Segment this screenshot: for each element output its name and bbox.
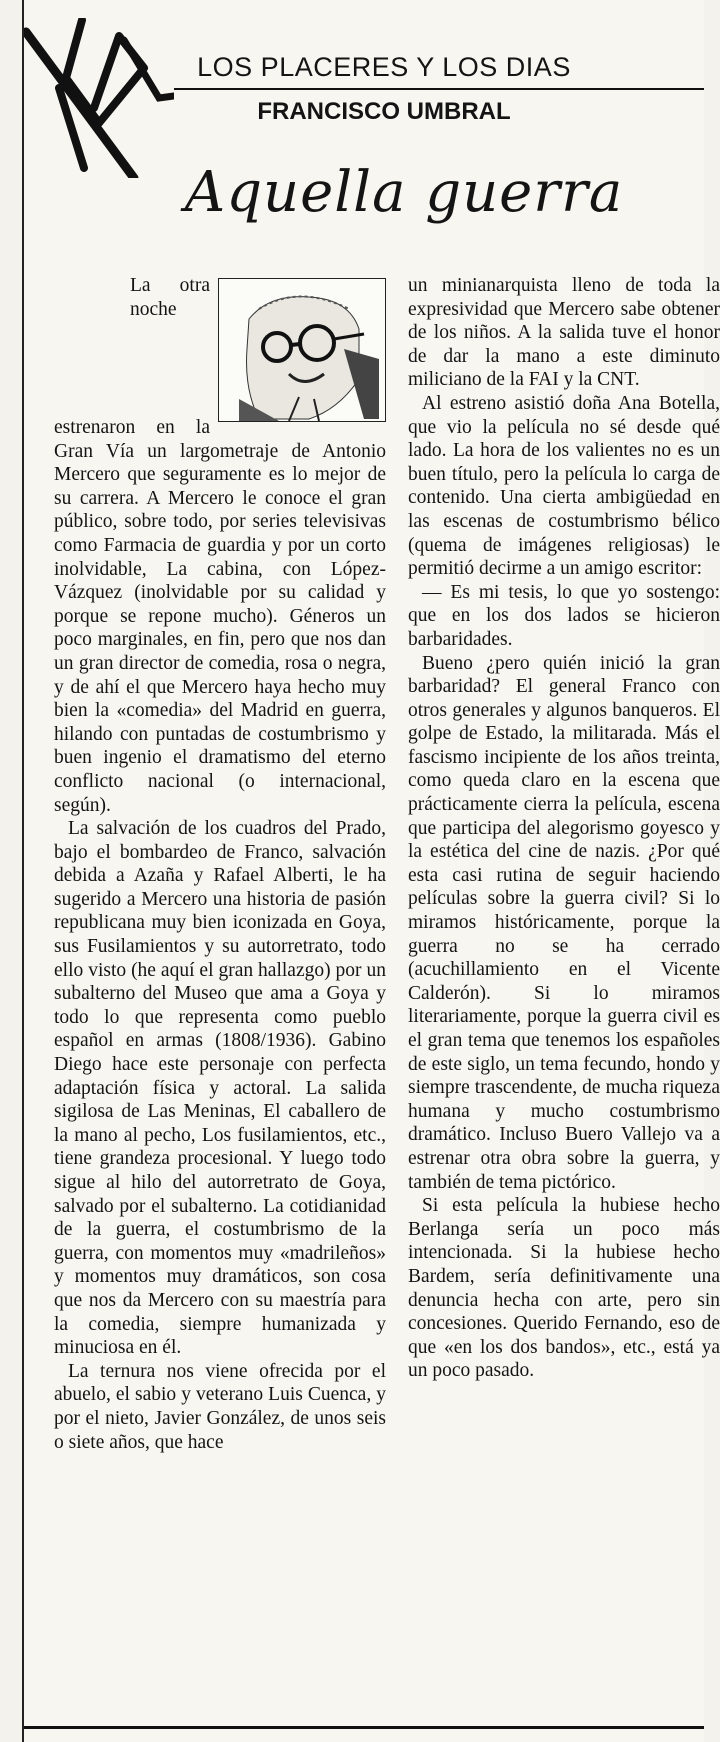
paragraph: un minianarquista lleno de toda la expresividad que Mercero sabe obtener de los niños. A la salida tuve el honor de dar la mano a este diminuto miliciano de la FAI y la CNT. <box>408 275 720 391</box>
paragraph: Si esta película la hubiese hecho Berlanga sería un poco más intencionada. Si la hubiese hecho Bardem, sería definitivamente una denuncia hecha con arte, pero sin concesiones. Querido Fernando, eso de que «en los dos bandos», etc., está ya un poco pasado. <box>408 1195 720 1382</box>
paragraph: La ternura nos viene ofrecida por el abuelo, el sabio y veterano Luis Cuenca, y por el nieto, Javier González, de unos seis o siete años, que hace <box>54 1360 386 1453</box>
article-column-left <box>54 274 386 1454</box>
author-byline: FRANCISCO UMBRAL <box>257 98 511 125</box>
section-logo-icon <box>24 18 174 178</box>
header-rule <box>174 88 704 90</box>
paragraph: Al estreno asistió doña Ana Botella, que vio la película no sé desde qué lado. La hora de los valientes no es un buen título, pero la película lo carga de contenido. Una cierta ambigüedad en las escenas de costumbrismo bélico (quema de imágenes religiosas) le permitió decirme a un amigo escritor: <box>408 392 720 580</box>
section-title: LOS PLACERES Y LOS DIAS <box>197 52 571 82</box>
paragraph: — Es mi tesis, lo que yo sostengo: que en los dos lados se hicieron barbaridades. <box>408 581 720 650</box>
paragraph: La otra noche estrenaron en la Gran Vía un largometraje de Antonio Mercero que seguramente es lo mejor de su carrera. A Mercero le conoce el gran público, sobre todo, por series televisivas como Farmacia de guardia y por un corto inolvidable, La cabina, con López-Vázquez (inolvidable por su calidad y porque se repone mucho). Géneros un poco marginales, en fin, pero que nos dan un gran director de comedia, rosa o negra, y de ahí el que Mercero haya hecho muy bien la «comedia» del Madrid en guerra, hilando con puntadas de costumbrismo y buen ingenio el dramatismo del eterno conflicto nacional (o internacional, según). <box>54 275 386 816</box>
paragraph: La salvación de los cuadros del Prado, bajo el bombardeo de Franco, salvación debida a Azaña y Rafael Alberti, le ha sugerido a Mercero una historia de pasión republicana muy bien iconizada en Goya, sus Fusilamientos y su autorretrato, todo ello visto (he aquí el gran hallazgo) por un subalterno del Museo que ama a Goya y todo lo que representa como pueblo español en armas (1808/1936). Gabino Diego hace este personaje con perfecta adaptación física y actoral. La salida sigilosa de Las Meninas, El caballero de la mano al pecho, Los fusilamientos, etc., tiene grandeza procesional. Y luego todo sigue al hilo del autorretrato de Goya, salvado por el subalterno. La cotidianidad de la guerra, el costumbrismo de la guerra, con momentos muy «madrileños» y momentos muy dramáticos, son cosa que nos da Mercero con su maestría para la comedia, siempre humanizada y minuciosa en él. <box>54 818 386 1359</box>
newspaper-clipping <box>22 0 720 1742</box>
article-headline: Aquella guerra <box>184 160 624 225</box>
author-portrait <box>218 278 386 422</box>
portrait-sketch-icon <box>219 279 385 421</box>
footer-rule <box>24 1726 704 1729</box>
article-column-right <box>408 274 720 1383</box>
photo-spacer <box>54 274 130 416</box>
paragraph: Bueno ¿pero quién inició la gran barbaridad? El general Franco con otros generales y algunos banqueros. El golpe de Estado, la militarada. Más el fascismo incipiente de los años treinta, como queda claro en la escena que prácticamente cierra la película, escena que participa del alegorismo goyesco y la estética del cine de nazis. ¿Por qué esta casi rutina de seguir haciendo películas sobre la guerra civil? Si lo miramos históricamente, porque la guerra no se ha cerrado (acuchillamiento en el Vicente Calderón). Si lo miramos literariamente, porque la guerra civil es el gran tema que tenemos los españoles de este siglo, un tema fecundo, hondo y siempre trascendente, de mucha riqueza humana y mucho costumbrismo dramático. Incluso Buero Vallejo va a estrenar otra obra sobre la guerra, y también de tema pictórico. <box>408 652 720 1193</box>
